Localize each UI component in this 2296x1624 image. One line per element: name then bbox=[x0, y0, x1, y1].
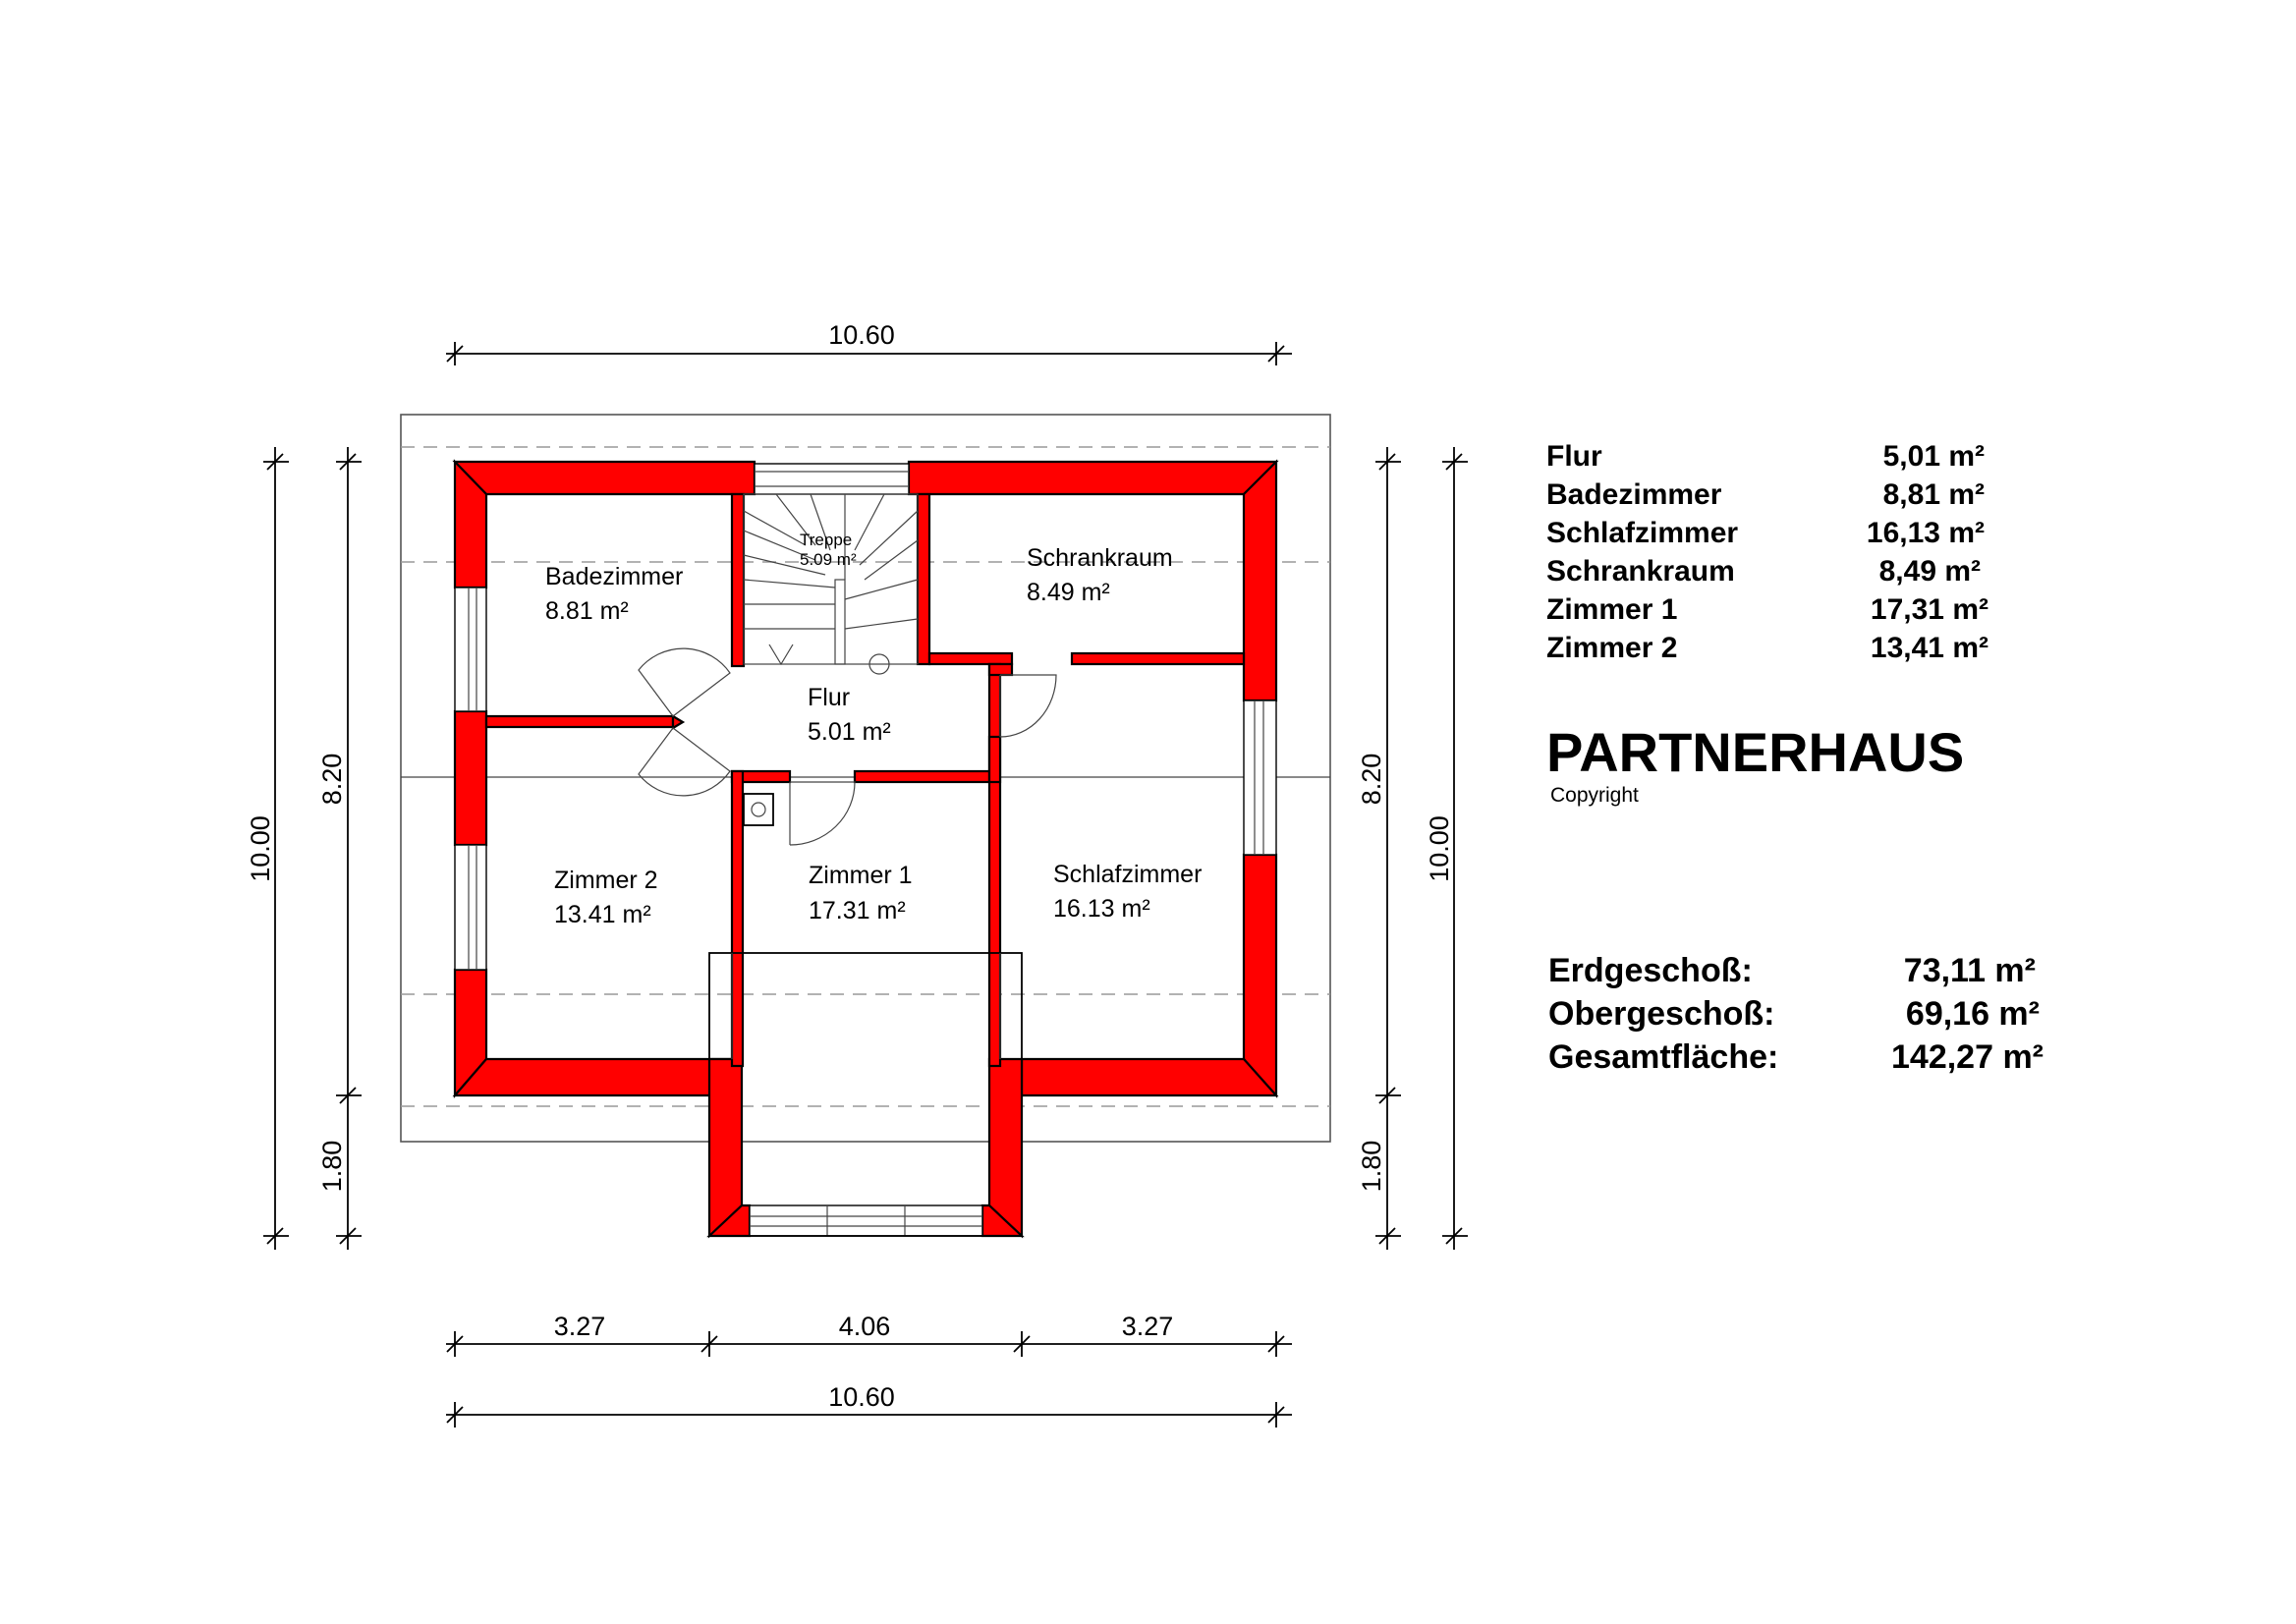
legend-name: Badezimmer bbox=[1546, 478, 1722, 511]
total-value: 69,16 m² bbox=[1905, 995, 2040, 1033]
svg-text:10.00: 10.00 bbox=[1425, 815, 1454, 882]
total-label: Gesamtfläche: bbox=[1548, 1038, 1779, 1076]
room-area-schlafzimmer: 16.13 m² bbox=[1053, 895, 1150, 923]
dimension-right bbox=[1357, 447, 1468, 1250]
legend-name: Zimmer 2 bbox=[1546, 632, 1678, 664]
svg-text:1.80: 1.80 bbox=[317, 1140, 347, 1193]
svg-text:10.00: 10.00 bbox=[246, 815, 275, 882]
legend-area: 13,41 m² bbox=[1870, 632, 1988, 664]
svg-text:10.60: 10.60 bbox=[828, 320, 895, 350]
legend-area: 8,81 m² bbox=[1882, 478, 1985, 511]
room-area-badezimmer: 8.81 m² bbox=[545, 597, 629, 625]
room-name-schrankraum: Schrankraum bbox=[1027, 544, 1173, 572]
floor-area-totals bbox=[1548, 952, 2044, 1076]
window bbox=[455, 588, 486, 711]
legend-area: 5,01 m² bbox=[1882, 440, 1985, 473]
area-legend bbox=[1546, 440, 1988, 664]
room-area-schrankraum: 8.49 m² bbox=[1027, 579, 1110, 606]
dimension-top bbox=[446, 320, 1292, 365]
dimension-left bbox=[246, 447, 362, 1250]
legend-area: 16,13 m² bbox=[1866, 517, 1985, 549]
legend-name: Schrankraum bbox=[1546, 555, 1735, 588]
room-area-zimmer1: 17.31 m² bbox=[809, 897, 906, 924]
window bbox=[1244, 700, 1276, 855]
window bbox=[750, 1205, 982, 1236]
total-value: 142,27 m² bbox=[1891, 1038, 2044, 1076]
legend-area: 17,31 m² bbox=[1870, 593, 1988, 626]
room-name-zimmer1: Zimmer 1 bbox=[809, 862, 913, 889]
brand-subtitle: Copyright bbox=[1550, 784, 1639, 807]
legend-name: Schlafzimmer bbox=[1546, 517, 1739, 549]
room-name-schlafzimmer: Schlafzimmer bbox=[1053, 861, 1203, 888]
room-name-flur: Flur bbox=[808, 684, 851, 711]
legend-area: 8,49 m² bbox=[1878, 555, 1981, 588]
window bbox=[755, 464, 909, 494]
total-label: Erdgeschoß: bbox=[1548, 952, 1753, 989]
brand-title: PARTNERHAUS bbox=[1546, 721, 1965, 783]
room-area-zimmer2: 13.41 m² bbox=[554, 901, 651, 928]
svg-text:1.80: 1.80 bbox=[1357, 1140, 1386, 1193]
legend-name: Zimmer 1 bbox=[1546, 593, 1678, 626]
room-area-flur: 5.01 m² bbox=[808, 718, 891, 746]
svg-text:10.60: 10.60 bbox=[828, 1382, 895, 1412]
total-label: Obergeschoß: bbox=[1548, 995, 1775, 1033]
svg-text:3.27: 3.27 bbox=[553, 1312, 606, 1341]
dimension-bottom-segments bbox=[446, 1312, 1292, 1357]
room-name-badezimmer: Badezimmer bbox=[545, 563, 684, 590]
svg-text:8.20: 8.20 bbox=[1357, 753, 1386, 806]
chimney bbox=[744, 794, 773, 825]
svg-text:3.27: 3.27 bbox=[1121, 1312, 1174, 1341]
staircase bbox=[744, 494, 918, 674]
window bbox=[455, 845, 486, 970]
legend-name: Flur bbox=[1546, 440, 1602, 473]
svg-text:8.20: 8.20 bbox=[317, 753, 347, 806]
svg-text:4.06: 4.06 bbox=[838, 1312, 891, 1341]
bay-outline bbox=[709, 953, 1022, 1236]
dimension-bottom-total bbox=[446, 1382, 1292, 1428]
room-name-zimmer2: Zimmer 2 bbox=[554, 867, 658, 894]
room-area-treppe: 5.09 m² bbox=[800, 550, 857, 569]
room-name-treppe: Treppe bbox=[800, 531, 853, 549]
total-value: 73,11 m² bbox=[1903, 952, 2036, 989]
